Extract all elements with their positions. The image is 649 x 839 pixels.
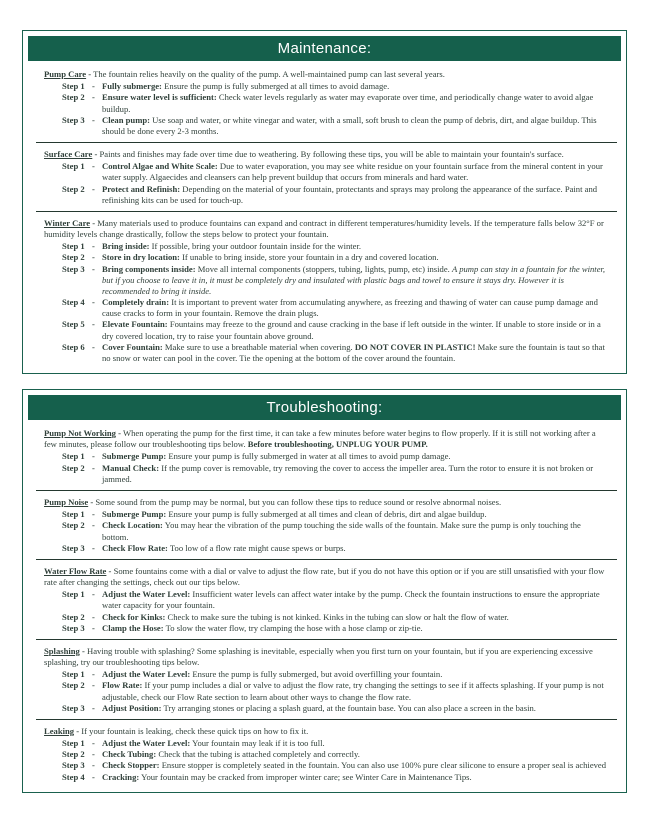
section-heading: Pump Not Working xyxy=(44,428,116,439)
section-intro-text: When operating the pump for the first time, it can take a few minutes before water begins to flow properly. If it is still not working after a few minutes, please follow our troubleshooting tips below. xyxy=(44,428,596,450)
step-separator: - xyxy=(92,81,95,92)
step-label: Ensure water level is sufficient: xyxy=(102,92,217,103)
section-intro-text: Paints and finishes may fade over time due to weathering. By following these tips, you will be able to maintain your fountain's surface. xyxy=(99,149,564,160)
step-separator: - xyxy=(92,451,95,462)
step-text xyxy=(102,589,609,611)
step-pre: Ensure the pump is fully submerged, but avoid overfilling your fountain. xyxy=(192,669,443,680)
step-row xyxy=(62,669,609,680)
step-pre: If the pump cover is removable, try removing the cover to access the impeller area. Turn the rotor to ensure it is not broken or jammed. xyxy=(102,462,594,484)
step-row xyxy=(62,703,609,714)
step-row xyxy=(62,92,609,114)
step-separator: - xyxy=(92,114,95,125)
step-label: Completely drain: xyxy=(102,297,170,308)
step-pre: Move all internal components (stoppers, tubing, lights, pump, etc) inside. xyxy=(197,263,450,274)
step-number: Step 1 xyxy=(62,451,85,462)
section-heading: Leaking xyxy=(44,725,75,736)
step-number: Step 3 xyxy=(62,114,85,125)
troubleshooting-content xyxy=(28,420,621,787)
steps-list xyxy=(62,509,609,554)
step-number: Step 1 xyxy=(62,589,85,600)
step-label: Submerge Pump: xyxy=(102,509,167,520)
step-number: Step 2 xyxy=(62,92,85,103)
step-separator: - xyxy=(92,611,95,622)
step-row xyxy=(62,184,609,206)
section-heading: Pump Care xyxy=(44,69,87,79)
step-label: Manual Check: xyxy=(102,462,160,473)
step-number: Step 2 xyxy=(62,520,85,531)
section-pump-care xyxy=(44,69,609,137)
step-text xyxy=(102,241,609,252)
step-row xyxy=(62,264,609,298)
section-intro-text: Some fountains come with a dial or valve to adjust the flow rate, but if you do not have this option or if you are still unsatisfied with your flow rate after changing the settings, check out our tips below. xyxy=(44,565,605,588)
step-separator: - xyxy=(92,92,95,103)
step-label: Protect and Refinish: xyxy=(102,183,181,194)
step-row xyxy=(62,680,609,702)
step-text xyxy=(102,161,609,183)
step-number: Step 3 xyxy=(62,702,85,713)
heading-dash: - xyxy=(76,725,80,736)
step-pre: Check water levels regularly as water may evaporate over time, and periodically change water to avoid algae buildup. xyxy=(102,92,594,114)
step-label: Flow Rate: xyxy=(102,680,143,691)
heading-dash: - xyxy=(90,496,94,507)
step-text xyxy=(102,81,609,92)
heading-dash: - xyxy=(108,565,112,576)
maintenance-title-bar xyxy=(28,36,621,61)
step-pre: To slow the water flow, try clamping the hose with a hose clamp or zip-tie. xyxy=(165,622,423,633)
step-label: Check for Kinks: xyxy=(102,611,166,622)
step-post: Make sure the fountain is taut so that no snow or water can pool in the cover. Tie the opening at the bottom of the cover around the fountain. xyxy=(102,341,605,363)
step-separator: - xyxy=(92,297,95,308)
step-label: Elevate Fountain: xyxy=(102,319,168,330)
section-intro xyxy=(44,218,609,240)
step-number: Step 2 xyxy=(62,749,85,760)
step-row xyxy=(62,297,609,319)
section-heading: Water Flow Rate xyxy=(44,565,107,576)
step-row xyxy=(62,319,609,341)
section-leaking xyxy=(44,726,609,783)
step-pre: Make sure to use a breathable material when covering. xyxy=(164,341,353,352)
section-intro xyxy=(44,428,609,450)
section-intro xyxy=(44,726,609,737)
heading-dash: - xyxy=(94,149,98,160)
step-text xyxy=(102,669,609,680)
step-text xyxy=(102,319,609,341)
section-heading: Splashing xyxy=(44,645,80,656)
section-intro-text: If your fountain is leaking, check these quick tips on how to fix it. xyxy=(81,725,309,736)
step-pre: If possible, bring your outdoor fountain inside for the winter. xyxy=(151,241,361,252)
step-separator: - xyxy=(92,771,95,782)
step-label: Clean pump: xyxy=(102,114,150,125)
step-text xyxy=(102,772,609,783)
step-label: Adjust Position: xyxy=(102,702,162,713)
step-pre: Check to make sure the tubing is not kinked. Kinks in the tubing can slow or halt the flow of water. xyxy=(167,611,509,622)
step-text xyxy=(102,115,609,137)
section-heading: Pump Noise xyxy=(44,496,89,507)
step-row xyxy=(62,589,609,611)
step-label: Adjust the Water Level: xyxy=(102,738,191,749)
step-pre: Your fountain may leak if it is too full. xyxy=(192,738,325,749)
steps-list xyxy=(62,589,609,634)
step-number: Step 3 xyxy=(62,263,85,274)
step-label: Check Tubing: xyxy=(102,749,157,760)
step-row xyxy=(62,115,609,137)
step-row xyxy=(62,749,609,760)
step-separator: - xyxy=(92,749,95,760)
step-separator: - xyxy=(92,669,95,680)
step-pre: Check that the tubing is attached completely and correctly. xyxy=(158,749,360,760)
step-row xyxy=(62,252,609,263)
step-text xyxy=(102,749,609,760)
step-text xyxy=(102,612,609,623)
step-text xyxy=(102,451,609,462)
step-separator: - xyxy=(92,702,95,713)
step-pre: Ensure your pump is fully submerged at all times and clean of debris, dirt and algae buildup. xyxy=(168,509,487,520)
step-label: Adjust the Water Level: xyxy=(102,669,191,680)
step-row xyxy=(62,772,609,783)
troubleshooting-panel xyxy=(22,389,627,793)
step-number: Step 4 xyxy=(62,771,85,782)
step-label: Check Location: xyxy=(102,520,163,531)
step-separator: - xyxy=(92,542,95,553)
step-label: Check Flow Rate: xyxy=(102,542,168,553)
intro-warning-text: Before troubleshooting, UNPLUG YOUR PUMP. xyxy=(247,439,428,450)
heading-dash: - xyxy=(92,217,96,228)
step-separator: - xyxy=(92,509,95,520)
step-pre: You may hear the vibration of the pump touching the side walls of the fountain. Make sure the pump is only touching the bottom. xyxy=(102,520,581,542)
step-number: Step 1 xyxy=(62,81,85,92)
step-text xyxy=(102,252,609,263)
step-row xyxy=(62,738,609,749)
section-intro xyxy=(44,497,609,508)
step-row xyxy=(62,161,609,183)
section-heading: Winter Care xyxy=(44,217,91,228)
step-pre: Ensure the pump is fully submerged at all times to avoid damage. xyxy=(164,81,390,92)
step-separator: - xyxy=(92,760,95,771)
heading-dash: - xyxy=(82,645,85,656)
step-italic-note: A pump can stay in a fountain for the winter, but if you choose to leave it in, it must be completely dry and insulated with plastic bags and towel to ensure it stays dry. However it is recommended to bring it inside. xyxy=(102,263,606,296)
step-label: Control Algae and White Scale: xyxy=(102,161,218,172)
step-label: Clamp the Hose: xyxy=(102,622,164,633)
step-number: Step 1 xyxy=(62,161,85,172)
step-row xyxy=(62,612,609,623)
step-number: Step 1 xyxy=(62,241,85,252)
troubleshooting-title: Troubleshooting: xyxy=(266,399,383,417)
step-text xyxy=(102,264,609,298)
section-divider xyxy=(36,719,617,720)
step-text xyxy=(102,463,609,485)
section-pump-noise xyxy=(44,497,609,554)
section-intro-text: Some sound from the pump may be normal, but you can follow these tips to reduce sound or resolve abnormal noises. xyxy=(95,496,502,507)
step-label: Check Stopper: xyxy=(102,760,160,771)
step-text xyxy=(102,760,609,771)
step-pre: Depending on the material of your fountain, protectants and sprays may prolong the appearance of the surface. Paint and refinishing kits can be used for touch-up. xyxy=(102,183,598,205)
step-row xyxy=(62,451,609,462)
section-intro xyxy=(44,69,609,80)
section-divider xyxy=(36,559,617,560)
step-separator: - xyxy=(92,622,95,633)
section-pump-not-working xyxy=(44,428,609,485)
step-pre: Use soap and water, or white vinegar and water, with a small, soft brush to clean the pump of debris, dirt, and algae buildup. This should be done every 2-3 months. xyxy=(102,114,597,136)
step-separator: - xyxy=(92,183,95,194)
step-number: Step 2 xyxy=(62,462,85,473)
steps-list xyxy=(62,241,609,364)
step-separator: - xyxy=(92,241,95,252)
steps-list xyxy=(62,738,609,783)
step-label: Adjust the Water Level: xyxy=(102,589,191,600)
section-divider xyxy=(36,490,617,491)
step-warning-text: DO NOT COVER IN PLASTIC! xyxy=(354,341,476,352)
section-winter-care xyxy=(44,218,609,364)
step-text xyxy=(102,520,609,542)
step-number: Step 2 xyxy=(62,252,85,263)
step-pre: Your fountain may be cracked from improper winter care; see Winter Care in Maintenance Tips. xyxy=(141,771,472,782)
step-separator: - xyxy=(92,252,95,263)
step-row xyxy=(62,342,609,364)
step-pre: Too low of a flow rate might cause spews or burps. xyxy=(169,542,346,553)
step-separator: - xyxy=(92,520,95,531)
step-pre: Due to water evaporation, you may see white residue on your fountain surface from the mineral content in your water supply. Algaecides and cleansers can help prevent buildup that occurs from minerals and hard water. xyxy=(102,161,603,183)
step-number: Step 2 xyxy=(62,183,85,194)
section-intro-text: The fountain relies heavily on the quality of the pump. A well-maintained pump can last several years. xyxy=(93,69,445,79)
section-heading: Surface Care xyxy=(44,149,93,160)
step-separator: - xyxy=(92,161,95,172)
step-text xyxy=(102,342,609,364)
step-separator: - xyxy=(92,589,95,600)
step-row xyxy=(62,509,609,520)
step-text xyxy=(102,543,609,554)
step-pre: It is important to prevent water from accumulating anywhere, as freezing and thawing of water can cause pump damage and cause cracks to form in your fountain. Remove the drain plugs. xyxy=(102,297,598,319)
section-water-flow-rate xyxy=(44,566,609,634)
step-label: Store in dry location: xyxy=(102,252,180,263)
step-text xyxy=(102,92,609,114)
steps-list xyxy=(62,81,609,137)
section-divider xyxy=(36,639,617,640)
step-row xyxy=(62,463,609,485)
section-intro-text: Many materials used to produce fountains can expand and contract in different temperatures/humidity levels. If the temperature falls below 32°F or humidity levels change drastically, follow the steps below to protect your fountain. xyxy=(44,217,604,240)
troubleshooting-title-bar xyxy=(28,395,621,420)
step-text xyxy=(102,738,609,749)
step-pre: Try arranging stones or placing a splash guard, at the fountain base. You can also place a screen in the basin. xyxy=(163,702,536,713)
step-number: Step 3 xyxy=(62,622,85,633)
step-text xyxy=(102,509,609,520)
step-text xyxy=(102,184,609,206)
step-label: Fully submerge: xyxy=(102,81,162,92)
step-number: Step 3 xyxy=(62,542,85,553)
section-splashing xyxy=(44,646,609,714)
step-label: Bring components inside: xyxy=(102,263,196,274)
maintenance-content xyxy=(28,61,621,368)
step-pre: Insufficient water levels can affect water intake by the pump. Check the fountain instructions to ensure the appropriate water capacity for your fountain. xyxy=(102,589,600,611)
step-number: Step 2 xyxy=(62,680,85,691)
steps-list xyxy=(62,451,609,485)
step-separator: - xyxy=(92,738,95,749)
step-row xyxy=(62,241,609,252)
step-pre: Ensure your pump is fully submerged in water at all times to avoid pump damage. xyxy=(168,451,451,462)
step-row xyxy=(62,81,609,92)
heading-dash: - xyxy=(118,428,121,439)
step-text xyxy=(102,680,609,702)
step-number: Step 1 xyxy=(62,509,85,520)
step-number: Step 5 xyxy=(62,319,85,330)
step-label: Submerge Pump: xyxy=(102,451,167,462)
step-separator: - xyxy=(92,341,95,352)
step-row xyxy=(62,623,609,634)
step-label: Cover Fountain: xyxy=(102,341,163,352)
step-text xyxy=(102,703,609,714)
step-number: Step 1 xyxy=(62,669,85,680)
maintenance-panel xyxy=(22,30,627,374)
section-intro xyxy=(44,646,609,668)
step-pre: If your pump includes a dial or valve to adjust the flow rate, try changing the settings to see if it affects splashing. If your pump is not adjustable, check our Flow Rate section to learn about other ways to change the flow rate. xyxy=(102,680,604,702)
step-number: Step 6 xyxy=(62,341,85,352)
step-label: Cracking: xyxy=(102,771,140,782)
step-text xyxy=(102,623,609,634)
section-divider xyxy=(36,142,617,143)
step-row xyxy=(62,760,609,771)
section-intro xyxy=(44,566,609,588)
section-divider xyxy=(36,211,617,212)
step-number: Step 2 xyxy=(62,611,85,622)
step-number: Step 1 xyxy=(62,738,85,749)
steps-list xyxy=(62,669,609,714)
maintenance-title: Maintenance: xyxy=(277,40,372,57)
step-separator: - xyxy=(92,319,95,330)
step-number: Step 4 xyxy=(62,297,85,308)
step-row xyxy=(62,543,609,554)
heading-dash: - xyxy=(88,69,92,79)
step-pre: If unable to bring inside, store your fountain in a dry and covered location. xyxy=(182,252,439,263)
section-intro xyxy=(44,149,609,160)
section-intro-text: Having trouble with splashing? Some splashing is inevitable, especially when you first turn on your fountain, but if you are experiencing excessive splashing, try our troubleshooting tips below. xyxy=(44,645,593,668)
step-number: Step 3 xyxy=(62,760,85,771)
steps-list xyxy=(62,161,609,206)
step-text xyxy=(102,297,609,319)
step-separator: - xyxy=(92,263,95,274)
step-separator: - xyxy=(92,462,95,473)
step-pre: Ensure stopper is completely seated in the fountain. You can also use 100% pure clear silicone to ensure a proper seal is achieved xyxy=(161,760,607,771)
step-row xyxy=(62,520,609,542)
step-label: Bring inside: xyxy=(102,241,150,252)
step-separator: - xyxy=(92,680,95,691)
section-surface-care xyxy=(44,149,609,206)
step-pre: Fountains may freeze to the ground and cause cracking in the base if left outside in the winter. If unable to store inside or in a dry covered location, try to raise your fountain above ground. xyxy=(102,319,601,341)
